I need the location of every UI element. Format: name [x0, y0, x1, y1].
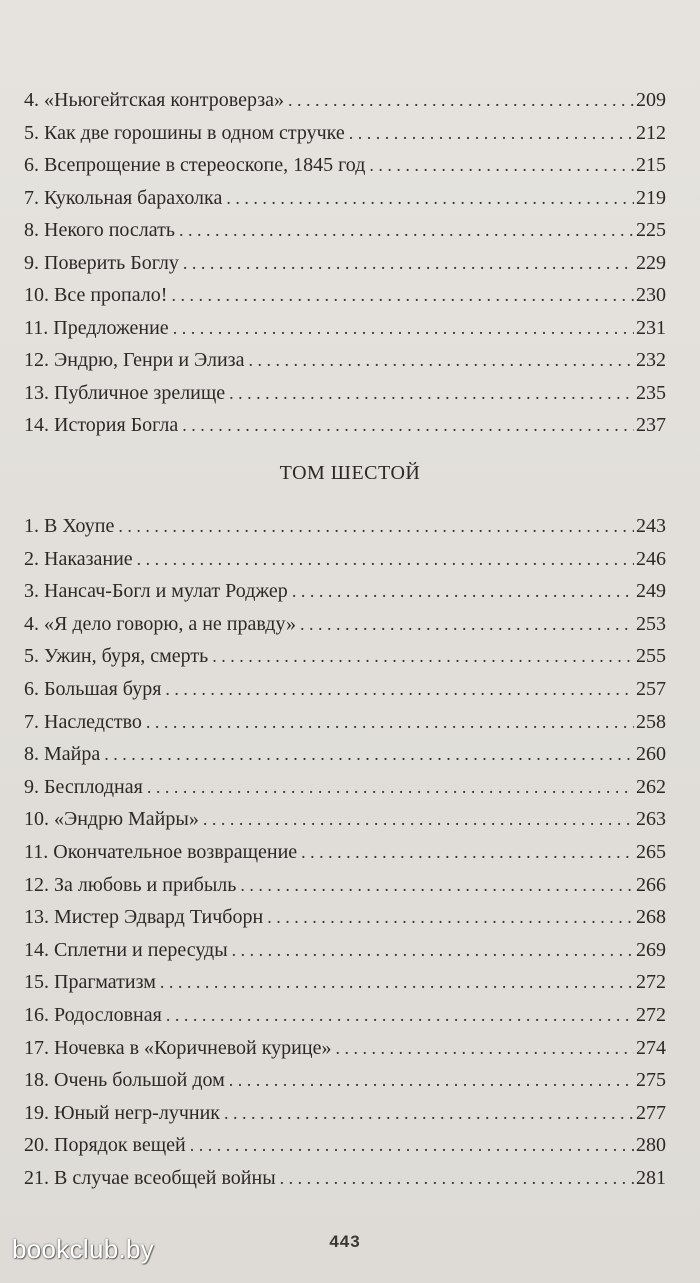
toc-entry-title: 10. Все пропало!	[24, 284, 168, 306]
dot-leader	[248, 344, 634, 377]
dot-leader	[171, 279, 634, 312]
dot-leader	[173, 312, 634, 345]
toc-entry	[24, 409, 666, 442]
toc-entry-title: 11. Окончательное возвращение	[24, 840, 298, 863]
toc-entry	[24, 214, 666, 247]
dot-leader	[232, 934, 634, 967]
dot-leader	[183, 247, 634, 280]
toc-entry-page: 212	[636, 121, 666, 144]
toc-entry-page: 258	[636, 710, 666, 733]
toc-entry	[24, 312, 666, 345]
toc-entry-page: 272	[636, 971, 666, 994]
toc-entry-page: 268	[636, 906, 666, 929]
toc-entry-page: 255	[636, 645, 666, 668]
dot-leader	[292, 575, 634, 608]
dot-leader	[146, 706, 634, 739]
toc-entry-page: 237	[636, 414, 666, 436]
toc-entry-title: 16. Родословная	[24, 1003, 162, 1026]
toc-entry-title: 21. В случае всеобщей войны	[24, 1166, 276, 1189]
dot-leader	[203, 803, 634, 836]
toc-entry-page: 260	[636, 743, 666, 766]
toc-entry	[24, 149, 666, 182]
dot-leader	[147, 771, 634, 804]
toc-entry-title: 6. Большая буря	[24, 677, 162, 700]
toc-section-continued	[24, 84, 666, 442]
toc-entry-title: 8. Майра	[24, 743, 101, 766]
dot-leader	[335, 1032, 634, 1065]
dot-leader	[300, 608, 634, 641]
toc-entry	[24, 640, 666, 673]
toc-entry-title: 12. За любовь и прибыль	[24, 873, 237, 896]
dot-leader	[165, 673, 634, 706]
toc-entry	[24, 966, 666, 999]
toc-entry-title: 9. Бесплодная	[24, 775, 143, 798]
toc-entry-title: 6. Всепрощение в стереоскопе, 1845 год	[24, 154, 366, 176]
toc-entry-title: 17. Ночевка в «Коричневой курице»	[24, 1036, 332, 1059]
toc-entry-page: 281	[636, 1166, 666, 1189]
dot-leader	[182, 409, 634, 442]
toc-entry-page: 235	[636, 381, 666, 404]
toc-entry	[24, 1064, 666, 1097]
toc-entry-title: 3. Нансач-Богл и мулат Роджер	[24, 580, 288, 603]
toc-entry	[24, 1129, 666, 1162]
toc-entry-title: 11. Предложение	[24, 316, 169, 339]
toc-entry	[24, 771, 666, 804]
toc-entry-page: 277	[636, 1101, 666, 1124]
dot-leader	[179, 214, 634, 247]
toc-entry	[24, 344, 666, 377]
toc-entry	[24, 706, 666, 739]
toc-entry-title: 5. Как две горошины в одном стручке	[24, 121, 345, 144]
toc-entry-title: 2. Наказание	[24, 547, 133, 570]
toc-entry	[24, 901, 666, 934]
toc-entry	[24, 543, 666, 576]
toc-entry-page: 272	[636, 1003, 666, 1026]
toc-entry-page: 262	[636, 775, 666, 798]
toc-entry-title: 8. Некого послать	[24, 219, 176, 241]
toc-entry-page: 215	[636, 154, 666, 176]
dot-leader	[267, 901, 634, 934]
dot-leader	[229, 1064, 634, 1097]
toc-entry	[24, 1162, 666, 1195]
toc-entry-title: 19. Юный негр-лучник	[24, 1101, 221, 1124]
dot-leader	[280, 1162, 634, 1195]
toc-entry-page: 253	[636, 612, 666, 635]
toc-entry-title: 13. Мистер Эдвард Тичборн	[24, 906, 264, 929]
toc-entry-page: 246	[636, 547, 666, 570]
toc-entry-page: 243	[636, 515, 666, 537]
toc-entry-page: 225	[636, 219, 666, 241]
toc-entry	[24, 1097, 666, 1130]
dot-leader	[224, 1097, 634, 1130]
toc-entry-title: 14. Сплетни и пересуды	[24, 938, 228, 961]
toc-entry-title: 13. Публичное зрелище	[24, 381, 226, 404]
watermark: bookclub.by	[12, 1234, 155, 1264]
toc-entry	[24, 247, 666, 280]
dot-leader	[229, 377, 634, 410]
dot-leader	[226, 182, 634, 215]
dot-leader	[137, 543, 634, 576]
dot-leader	[369, 149, 634, 182]
toc-entry-page: 230	[636, 284, 666, 306]
toc-entry-page: 209	[636, 89, 666, 111]
dot-leader	[240, 869, 634, 902]
toc-entry-title: 7. Наследство	[24, 710, 142, 733]
toc-entry-page: 266	[636, 873, 666, 896]
toc-entry-page: 265	[636, 840, 666, 863]
toc-entry-title: 12. Эндрю, Генри и Элиза	[24, 349, 245, 371]
toc-section-volume-six	[24, 510, 666, 1194]
toc-entry	[24, 673, 666, 706]
toc-entry-page: 269	[636, 938, 666, 961]
toc-entry-title: 7. Кукольная барахолка	[24, 186, 223, 209]
toc-entry-title: 10. «Эндрю Майры»	[24, 808, 199, 831]
toc-entry-title: 4. «Я дело говорю, а не правду»	[24, 612, 296, 635]
dot-leader	[349, 117, 634, 150]
dot-leader	[212, 640, 634, 673]
toc-entry-page: 274	[636, 1036, 666, 1059]
toc-entry-title: 20. Порядок вещей	[24, 1134, 186, 1157]
toc-entry-page: 232	[636, 349, 666, 371]
toc-entry-page: 280	[636, 1134, 666, 1157]
toc-entry	[24, 869, 666, 902]
toc-entry-page: 275	[636, 1069, 666, 1092]
dot-leader	[190, 1129, 634, 1162]
toc-entry-page: 257	[636, 677, 666, 700]
toc-entry	[24, 117, 666, 150]
page-number: 443	[329, 1232, 361, 1251]
toc-entry-title: 18. Очень большой дом	[24, 1069, 225, 1092]
toc-entry-page: 231	[636, 316, 666, 339]
dot-leader	[166, 999, 634, 1032]
dot-leader	[301, 836, 634, 869]
toc-entry-title: 9. Поверить Боглу	[24, 251, 179, 274]
section-heading: ТОМ ШЕСТОЙ	[279, 462, 421, 484]
toc-entry	[24, 377, 666, 410]
toc-entry-title: 14. История Богла	[24, 414, 179, 436]
toc-entry-page: 229	[636, 251, 666, 274]
toc-entry	[24, 999, 666, 1032]
toc-entry	[24, 575, 666, 608]
toc-entry-page: 263	[636, 808, 666, 831]
toc-entry	[24, 803, 666, 836]
toc-entry-page: 219	[636, 186, 666, 209]
dot-leader	[160, 966, 634, 999]
toc-entry-title: 5. Ужин, буря, смерть	[24, 645, 209, 668]
toc-entry-page: 249	[636, 580, 666, 603]
toc-entry	[24, 182, 666, 215]
toc-entry	[24, 934, 666, 967]
toc-entry	[24, 510, 666, 543]
toc-entry	[24, 279, 666, 312]
toc-entry-title: 4. «Ньюгейтская контроверза»	[24, 89, 284, 111]
toc-entry	[24, 738, 666, 771]
toc-entry-title: 15. Прагматизм	[24, 971, 156, 994]
toc-entry	[24, 836, 666, 869]
dot-leader	[288, 84, 634, 117]
toc-entry	[24, 84, 666, 117]
dot-leader	[104, 738, 634, 771]
toc-entry-title: 1. В Хоупе	[24, 515, 115, 537]
toc-entry	[24, 1032, 666, 1065]
dot-leader	[118, 510, 634, 543]
toc-entry	[24, 608, 666, 641]
